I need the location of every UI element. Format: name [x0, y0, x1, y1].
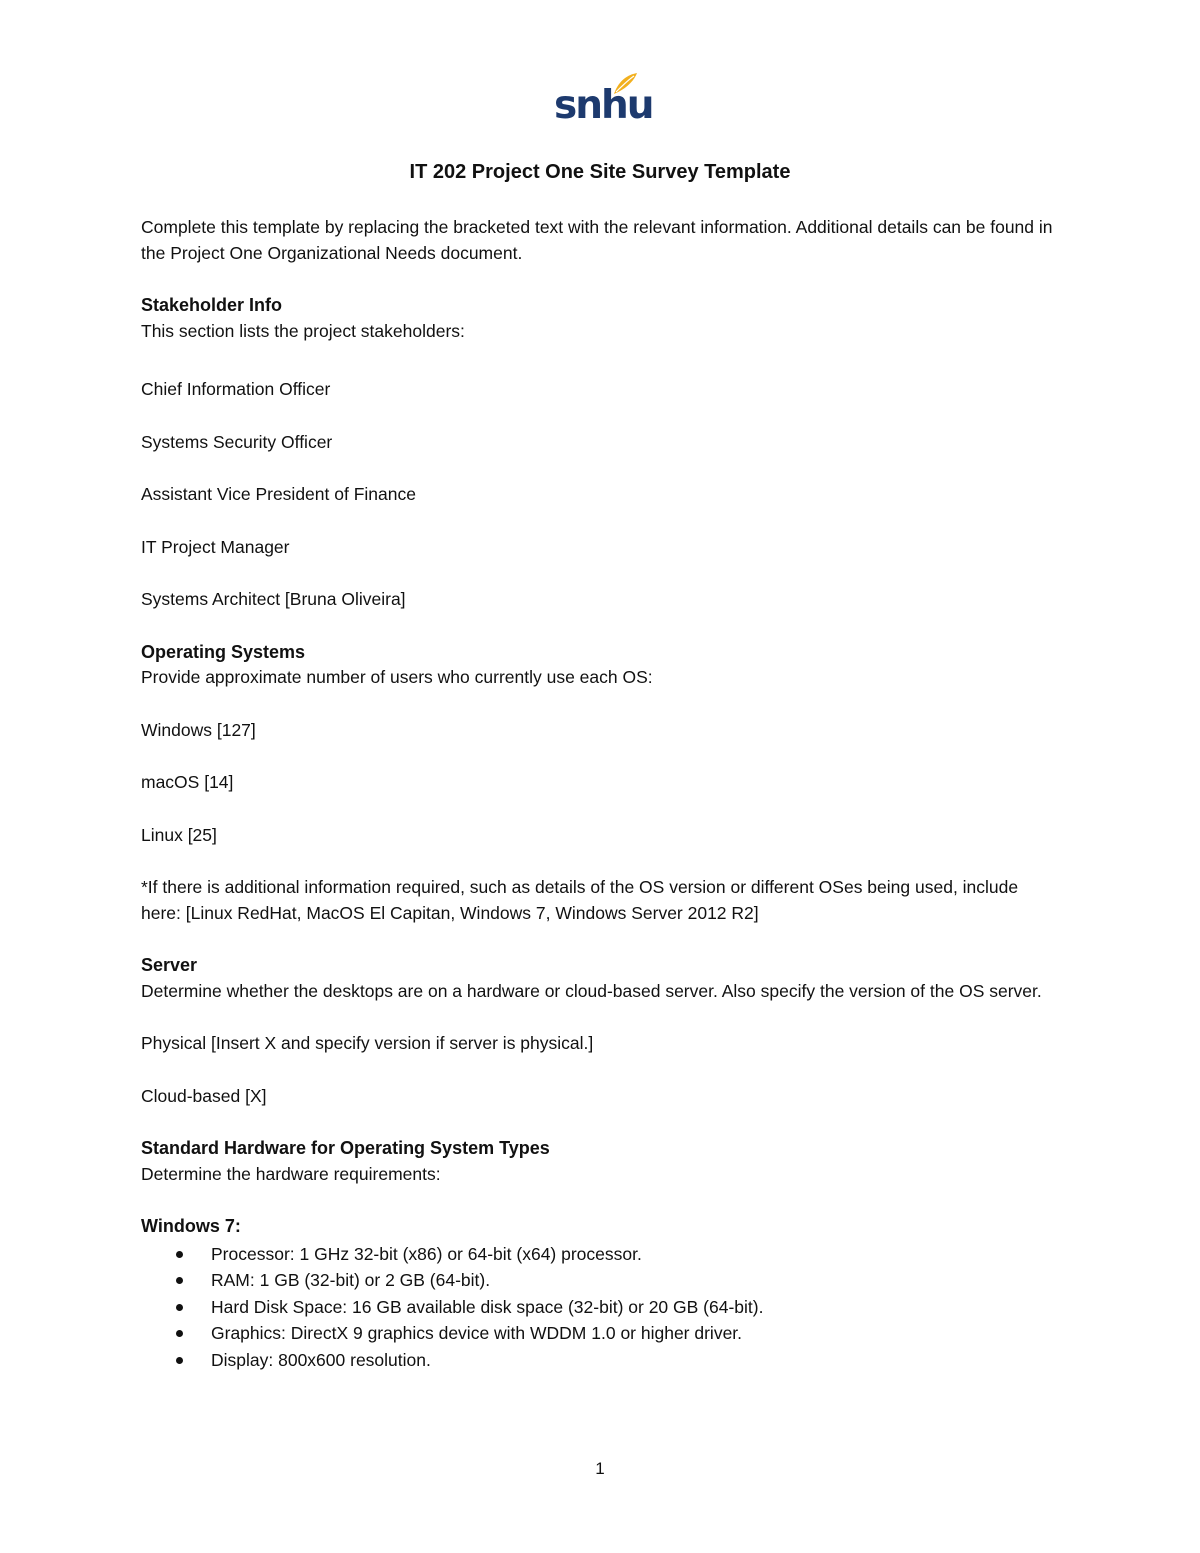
- server-physical: Physical [Insert X and specify version if server is physical.]: [141, 1033, 594, 1053]
- hardware-heading: Standard Hardware for Operating System Types: [141, 1138, 550, 1158]
- os-item: Linux [25]: [141, 824, 217, 845]
- list-item: RAM: 1 GB (32-bit) or 2 GB (64-bit).: [141, 1267, 1061, 1294]
- stakeholder-item: Assistant Vice President of Finance: [141, 484, 416, 504]
- list-item: Hard Disk Space: 16 GB available disk space (32-bit) or 20 GB (64-bit).: [141, 1294, 1061, 1321]
- server-cloud: Cloud-based [X]: [141, 1085, 267, 1106]
- hardware-description: Determine the hardware requirements:: [141, 1163, 441, 1184]
- snhu-logo: [554, 72, 653, 134]
- stakeholder-description: This section lists the project stakeholders:: [141, 320, 465, 341]
- server-description: Determine whether the desktops are on a hardware or cloud-based server. Also specify the version of the OS server.: [141, 980, 1042, 1001]
- stakeholder-item: Chief Information Officer: [141, 379, 331, 399]
- document-body: [141, 215, 1061, 1373]
- list-item: Graphics: DirectX 9 graphics device with WDDM 1.0 or higher driver.: [141, 1320, 1061, 1347]
- stakeholder-heading: Stakeholder Info: [141, 295, 283, 315]
- page-number: 1: [595, 1459, 605, 1478]
- stakeholder-item: IT Project Manager: [141, 536, 290, 557]
- os-heading: Operating Systems: [141, 641, 306, 662]
- os-item: macOS [14]: [141, 772, 234, 792]
- intro-paragraph: Complete this template by replacing the bracketed text with the relevant information. Additional details can be found in the Project One Organizational Needs document.: [141, 217, 1053, 263]
- stakeholder-item: Systems Architect [Bruna Oliveira]: [141, 589, 406, 609]
- os-note: *If there is additional information required, such as details of the OS version or different OSes being used, include here: [Linux RedHat, MacOS El Capitan, Windows 7, Windows Server 2012 R2]: [141, 877, 1019, 923]
- stakeholder-item: Systems Security Officer: [141, 431, 333, 452]
- document-title: IT 202 Project One Site Survey Template: [409, 161, 791, 183]
- server-heading: Server: [141, 955, 198, 975]
- windows7-heading: Windows 7:: [141, 1216, 241, 1236]
- windows7-requirements-list: [141, 1241, 1061, 1374]
- logo-text: snhu: [554, 83, 653, 128]
- os-item: Windows [127]: [141, 719, 256, 740]
- os-description: Provide approximate number of users who currently use each OS:: [141, 667, 653, 687]
- list-item: Display: 800x600 resolution.: [141, 1347, 1061, 1374]
- list-item: Processor: 1 GHz 32-bit (x86) or 64-bit (x64) processor.: [141, 1241, 1061, 1268]
